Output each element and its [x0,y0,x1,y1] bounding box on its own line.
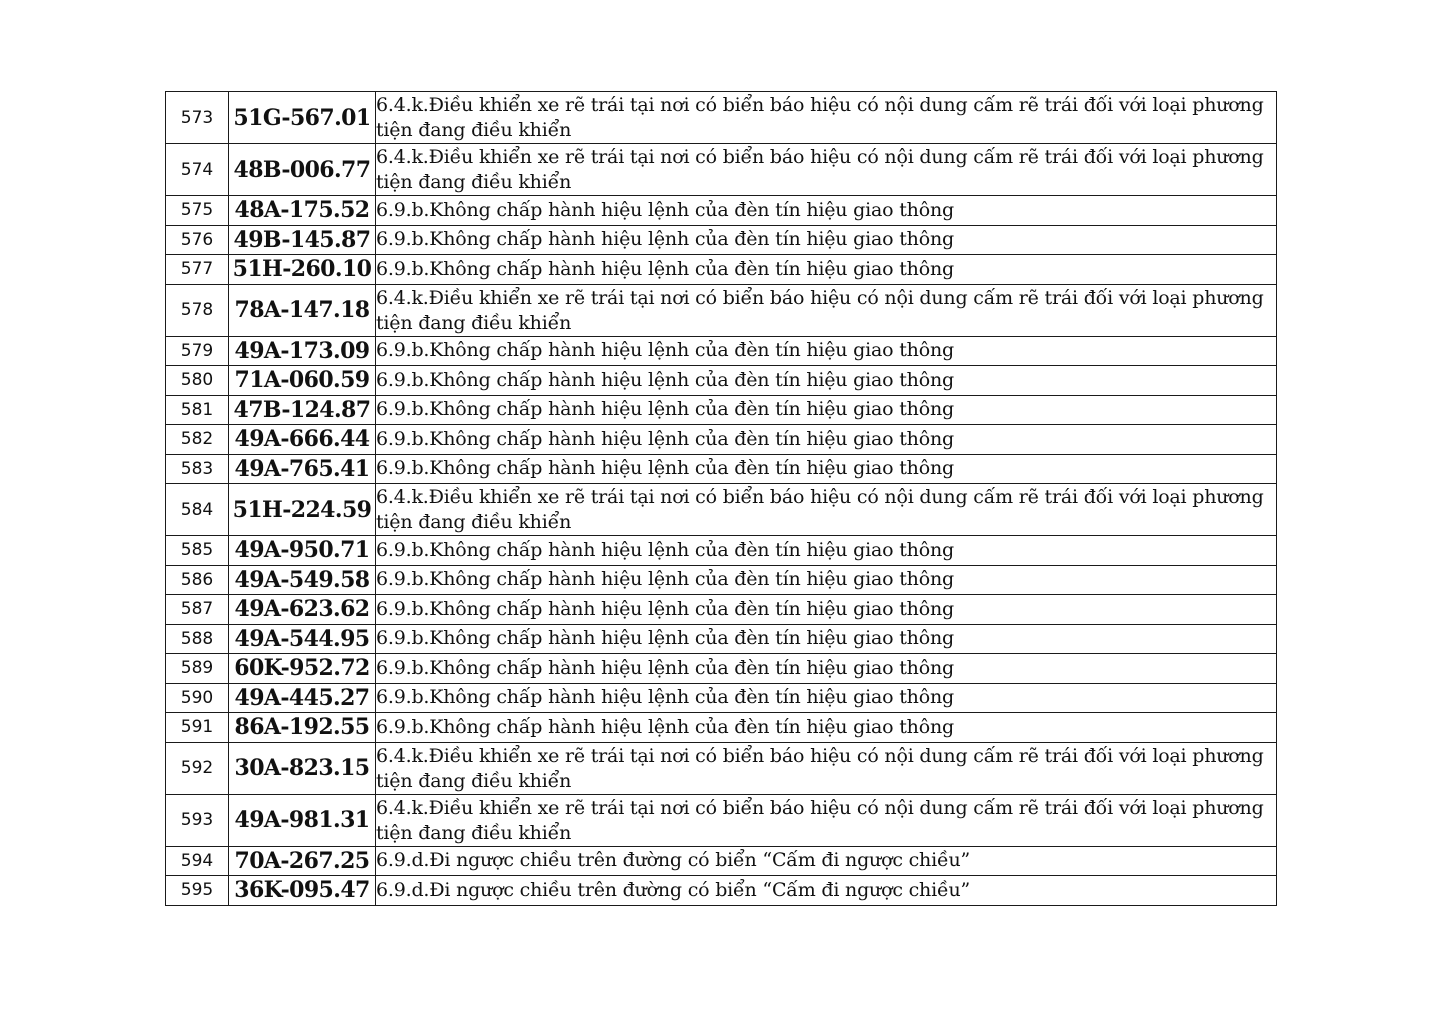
license-plate-cell: 47B-124.87 [229,395,376,425]
row-number-cell: 582 [166,425,229,455]
violation-description-cell: 6.4.k.Điều khiển xe rẽ trái tại nơi có biển báo hiệu có nội dung cấm rẽ trái đối với loại phương tiện đang điều khiển [376,484,1277,536]
row-number-cell: 580 [166,366,229,396]
violation-description-cell: 6.9.b.Không chấp hành hiệu lệnh của đèn tín hiệu giao thông [376,395,1277,425]
row-number-cell: 587 [166,595,229,625]
violation-description-cell: 6.9.b.Không chấp hành hiệu lệnh của đèn tín hiệu giao thông [376,366,1277,396]
license-plate-cell: 49A-623.62 [229,595,376,625]
violation-description-cell: 6.9.b.Không chấp hành hiệu lệnh của đèn tín hiệu giao thông [376,713,1277,743]
row-number-cell: 585 [166,536,229,566]
table-row [166,92,1277,144]
table-row [166,876,1277,906]
table-row [166,255,1277,285]
row-number-cell: 584 [166,484,229,536]
violation-description-cell: 6.9.b.Không chấp hành hiệu lệnh của đèn tín hiệu giao thông [376,255,1277,285]
violation-description-cell: 6.9.b.Không chấp hành hiệu lệnh của đèn tín hiệu giao thông [376,654,1277,684]
table-row [166,366,1277,396]
violation-description-cell: 6.9.b.Không chấp hành hiệu lệnh của đèn tín hiệu giao thông [376,536,1277,566]
table-row [166,654,1277,684]
license-plate-cell: 49A-981.31 [229,794,376,846]
table-row [166,742,1277,794]
violation-description-cell: 6.4.k.Điều khiển xe rẽ trái tại nơi có biển báo hiệu có nội dung cấm rẽ trái đối với loại phương tiện đang điều khiển [376,144,1277,196]
license-plate-cell: 51G-567.01 [229,92,376,144]
row-number-cell: 595 [166,876,229,906]
table-row [166,794,1277,846]
license-plate-cell: 70A-267.25 [229,846,376,876]
license-plate-cell: 48B-006.77 [229,144,376,196]
table-row [166,454,1277,484]
license-plate-cell: 49A-765.41 [229,454,376,484]
violation-description-cell: 6.4.k.Điều khiển xe rẽ trái tại nơi có biển báo hiệu có nội dung cấm rẽ trái đối với loại phương tiện đang điều khiển [376,742,1277,794]
row-number-cell: 576 [166,225,229,255]
row-number-cell: 588 [166,624,229,654]
license-plate-cell: 30A-823.15 [229,742,376,794]
license-plate-cell: 49A-950.71 [229,536,376,566]
table-row [166,484,1277,536]
row-number-cell: 591 [166,713,229,743]
license-plate-cell: 86A-192.55 [229,713,376,743]
violation-description-cell: 6.9.b.Không chấp hành hiệu lệnh của đèn tín hiệu giao thông [376,225,1277,255]
table-row [166,565,1277,595]
table-row [166,336,1277,366]
violation-description-cell: 6.9.d.Đi ngược chiều trên đường có biển “Cấm đi ngược chiều” [376,846,1277,876]
row-number-cell: 579 [166,336,229,366]
license-plate-cell: 49A-445.27 [229,683,376,713]
row-number-cell: 592 [166,742,229,794]
license-plate-cell: 51H-224.59 [229,484,376,536]
violation-description-cell: 6.9.b.Không chấp hành hiệu lệnh của đèn tín hiệu giao thông [376,624,1277,654]
row-number-cell: 573 [166,92,229,144]
table-row [166,624,1277,654]
license-plate-cell: 60K-952.72 [229,654,376,684]
violation-description-cell: 6.9.b.Không chấp hành hiệu lệnh của đèn tín hiệu giao thông [376,595,1277,625]
license-plate-cell: 78A-147.18 [229,284,376,336]
violations-table-body [166,92,1277,906]
row-number-cell: 575 [166,196,229,226]
violation-description-cell: 6.4.k.Điều khiển xe rẽ trái tại nơi có biển báo hiệu có nội dung cấm rẽ trái đối với loại phương tiện đang điều khiển [376,284,1277,336]
table-row [166,536,1277,566]
row-number-cell: 577 [166,255,229,285]
table-row [166,846,1277,876]
table-row [166,196,1277,226]
row-number-cell: 590 [166,683,229,713]
violations-table [165,91,1277,906]
table-row [166,284,1277,336]
violation-description-cell: 6.9.b.Không chấp hành hiệu lệnh của đèn tín hiệu giao thông [376,196,1277,226]
row-number-cell: 593 [166,794,229,846]
violation-description-cell: 6.9.b.Không chấp hành hiệu lệnh của đèn tín hiệu giao thông [376,336,1277,366]
license-plate-cell: 71A-060.59 [229,366,376,396]
license-plate-cell: 48A-175.52 [229,196,376,226]
violation-description-cell: 6.9.b.Không chấp hành hiệu lệnh của đèn tín hiệu giao thông [376,454,1277,484]
row-number-cell: 581 [166,395,229,425]
license-plate-cell: 49B-145.87 [229,225,376,255]
violation-description-cell: 6.9.b.Không chấp hành hiệu lệnh của đèn tín hiệu giao thông [376,683,1277,713]
table-row [166,425,1277,455]
row-number-cell: 583 [166,454,229,484]
row-number-cell: 574 [166,144,229,196]
violation-description-cell: 6.9.b.Không chấp hành hiệu lệnh của đèn tín hiệu giao thông [376,565,1277,595]
violation-description-cell: 6.4.k.Điều khiển xe rẽ trái tại nơi có biển báo hiệu có nội dung cấm rẽ trái đối với loại phương tiện đang điều khiển [376,794,1277,846]
table-row [166,144,1277,196]
license-plate-cell: 36K-095.47 [229,876,376,906]
table-row [166,395,1277,425]
row-number-cell: 594 [166,846,229,876]
row-number-cell: 578 [166,284,229,336]
license-plate-cell: 51H-260.10 [229,255,376,285]
license-plate-cell: 49A-544.95 [229,624,376,654]
violation-description-cell: 6.9.d.Đi ngược chiều trên đường có biển “Cấm đi ngược chiều” [376,876,1277,906]
violation-description-cell: 6.9.b.Không chấp hành hiệu lệnh của đèn tín hiệu giao thông [376,425,1277,455]
license-plate-cell: 49A-666.44 [229,425,376,455]
table-row [166,225,1277,255]
license-plate-cell: 49A-549.58 [229,565,376,595]
table-row [166,713,1277,743]
table-row [166,683,1277,713]
table-row [166,595,1277,625]
license-plate-cell: 49A-173.09 [229,336,376,366]
row-number-cell: 586 [166,565,229,595]
row-number-cell: 589 [166,654,229,684]
violation-description-cell: 6.4.k.Điều khiển xe rẽ trái tại nơi có biển báo hiệu có nội dung cấm rẽ trái đối với loại phương tiện đang điều khiển [376,92,1277,144]
